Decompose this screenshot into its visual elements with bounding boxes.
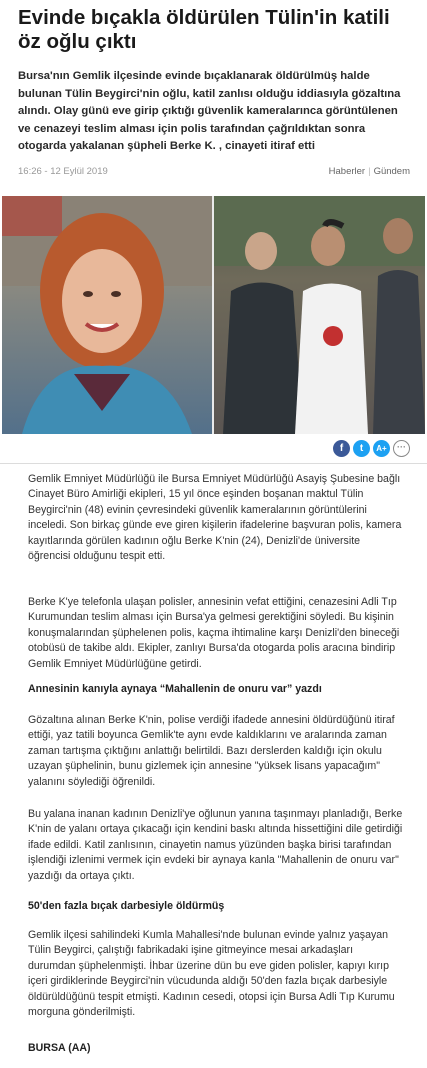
body-paragraph: Gemlik ilçesi sahilindeki Kumla Mahallesi'nde bulunan evinde yalnız yaşayan Tülin Beygirci, çalıştığı fabrikadaki işine gitmeyince mesai arkadaşları durumdan şüphelenmişti. İhbar üzerine dün bu eve giden polisler, kapıyı kırıp içeri girdiklerinde Beygirci'nin vücudunda aldığı 50'den fazla bıçak darbesiyle öldürüldüğünü tespit etmişti. Kadının cesedi, otopsi için Bursa Adli Tıp Kurumu morguna gönderilmişti.	[28, 929, 395, 1019]
section-heading: 50'den fazla bıçak darbesiyle öldürmüş	[28, 900, 225, 912]
subcategory-link[interactable]: Gündem	[373, 166, 410, 177]
article-summary: Bursa'nın Gemlik ilçesinde evinde bıçaklanarak öldürülmüş halde bulunan Tülin Beygirci'nin oğlu, katil zanlısı olduğu iddiasıyla gözaltına alındı. Olay günü eve girip çıktığı güvenlik kameralarınca görüntülenen ve cenazeyi teslim alması için polis tarafından çağrıldıktan sonra otogarda yakalanan şüpheli Berke K. , cinayeti itiraf etti	[18, 70, 401, 152]
category-link[interactable]: Haberler	[328, 166, 366, 177]
more-options-icon[interactable]: ···	[393, 440, 410, 457]
body-paragraph: Gemlik Emniyet Müdürlüğü ile Bursa Emniyet Müdürlüğü Asayiş Şubesine bağlı Cinayet Büro Amirliği ekipleri, 15 yıl önce eşinden boşanan maktul Tülin Beygirci'nin (48) evinin çevresindeki güvenlik kameralarının görüntülerini inceledi. Son birkaç günde eve giren kişilerin ifadelerine başvuran polis, kamera kayıtlarında görülen kadının oğlu Berke K'nin (24), Denizli'de üniversite öğrencisi olduğunu tespit etti.	[28, 473, 402, 563]
article-meta	[18, 164, 410, 180]
arrest-photo-image	[213, 196, 425, 434]
divider	[0, 463, 427, 464]
facebook-share-icon[interactable]: f	[333, 440, 350, 457]
font-size-icon[interactable]: A+	[373, 440, 390, 457]
body-paragraph: Gözaltına alınan Berke K'nin, polise verdiği ifadede annesini öldürdüğünü itiraf ettiği, yaz tatili boyunca Gemlik'te aynı evde kaldıklarını ve aralarında zaman zaman tartışma çıktığını anlattığı belirtildi. Bazı derslerden kaldığı için okulu uzayan şüphelinin, bunu gizlemek için annesine "yüksek lisans yapacağım" yalanını söylediği öğrenildi.	[28, 714, 395, 788]
breadcrumb	[329, 166, 410, 177]
twitter-share-icon[interactable]: t	[353, 440, 370, 457]
breadcrumb-separator: |	[368, 166, 371, 177]
photo-divider	[212, 196, 214, 434]
section-heading: Annesinin kanıyla aynaya “Mahallenin de onuru var” yazdı	[28, 683, 322, 695]
article-photo	[2, 196, 425, 434]
victim-portrait-image	[2, 196, 213, 434]
body-paragraph: Bu yalana inanan kadının Denizli'ye oğlunun yanına taşınmayı planladığı, Berke K'nin de yalanı ortaya çıkacağı için kendini baskı altında hissettiğini dile getirdiği ifade edildi. Katil zanlısının, cinayetin namus yüzünden başka birisi tarafından işlendiği izlenimi vermek için evdeki bir aynaya kanla "Mahallenin de onuru var" yazdığı da ortaya çıktı.	[28, 808, 403, 882]
body-paragraph: Berke K'ye telefonla ulaşan polisler, annesinin vefat ettiğini, cenazesini Adli Tıp Kurumundan teslim alması için Bursa'ya gelmesi gerektiğini söyledi. Bu kişinin konuşmalarından şüphelenen polis, kaçma ihtimaline karşı Denizli'den bineceği otobüsü de takibe aldı. Ekipler, zanlıyı Bursa'da otogarda polis aracına bindirip Gemlik Emniyet Müdürlüğüne getirdi.	[28, 596, 400, 670]
publish-date: 16:26 - 12 Eylül 2019	[18, 166, 108, 177]
article-source: BURSA (AA)	[28, 1042, 91, 1054]
article-headline: Evinde bıçakla öldürülen Tülin'in katili öz oğlu çıktı	[18, 6, 390, 53]
